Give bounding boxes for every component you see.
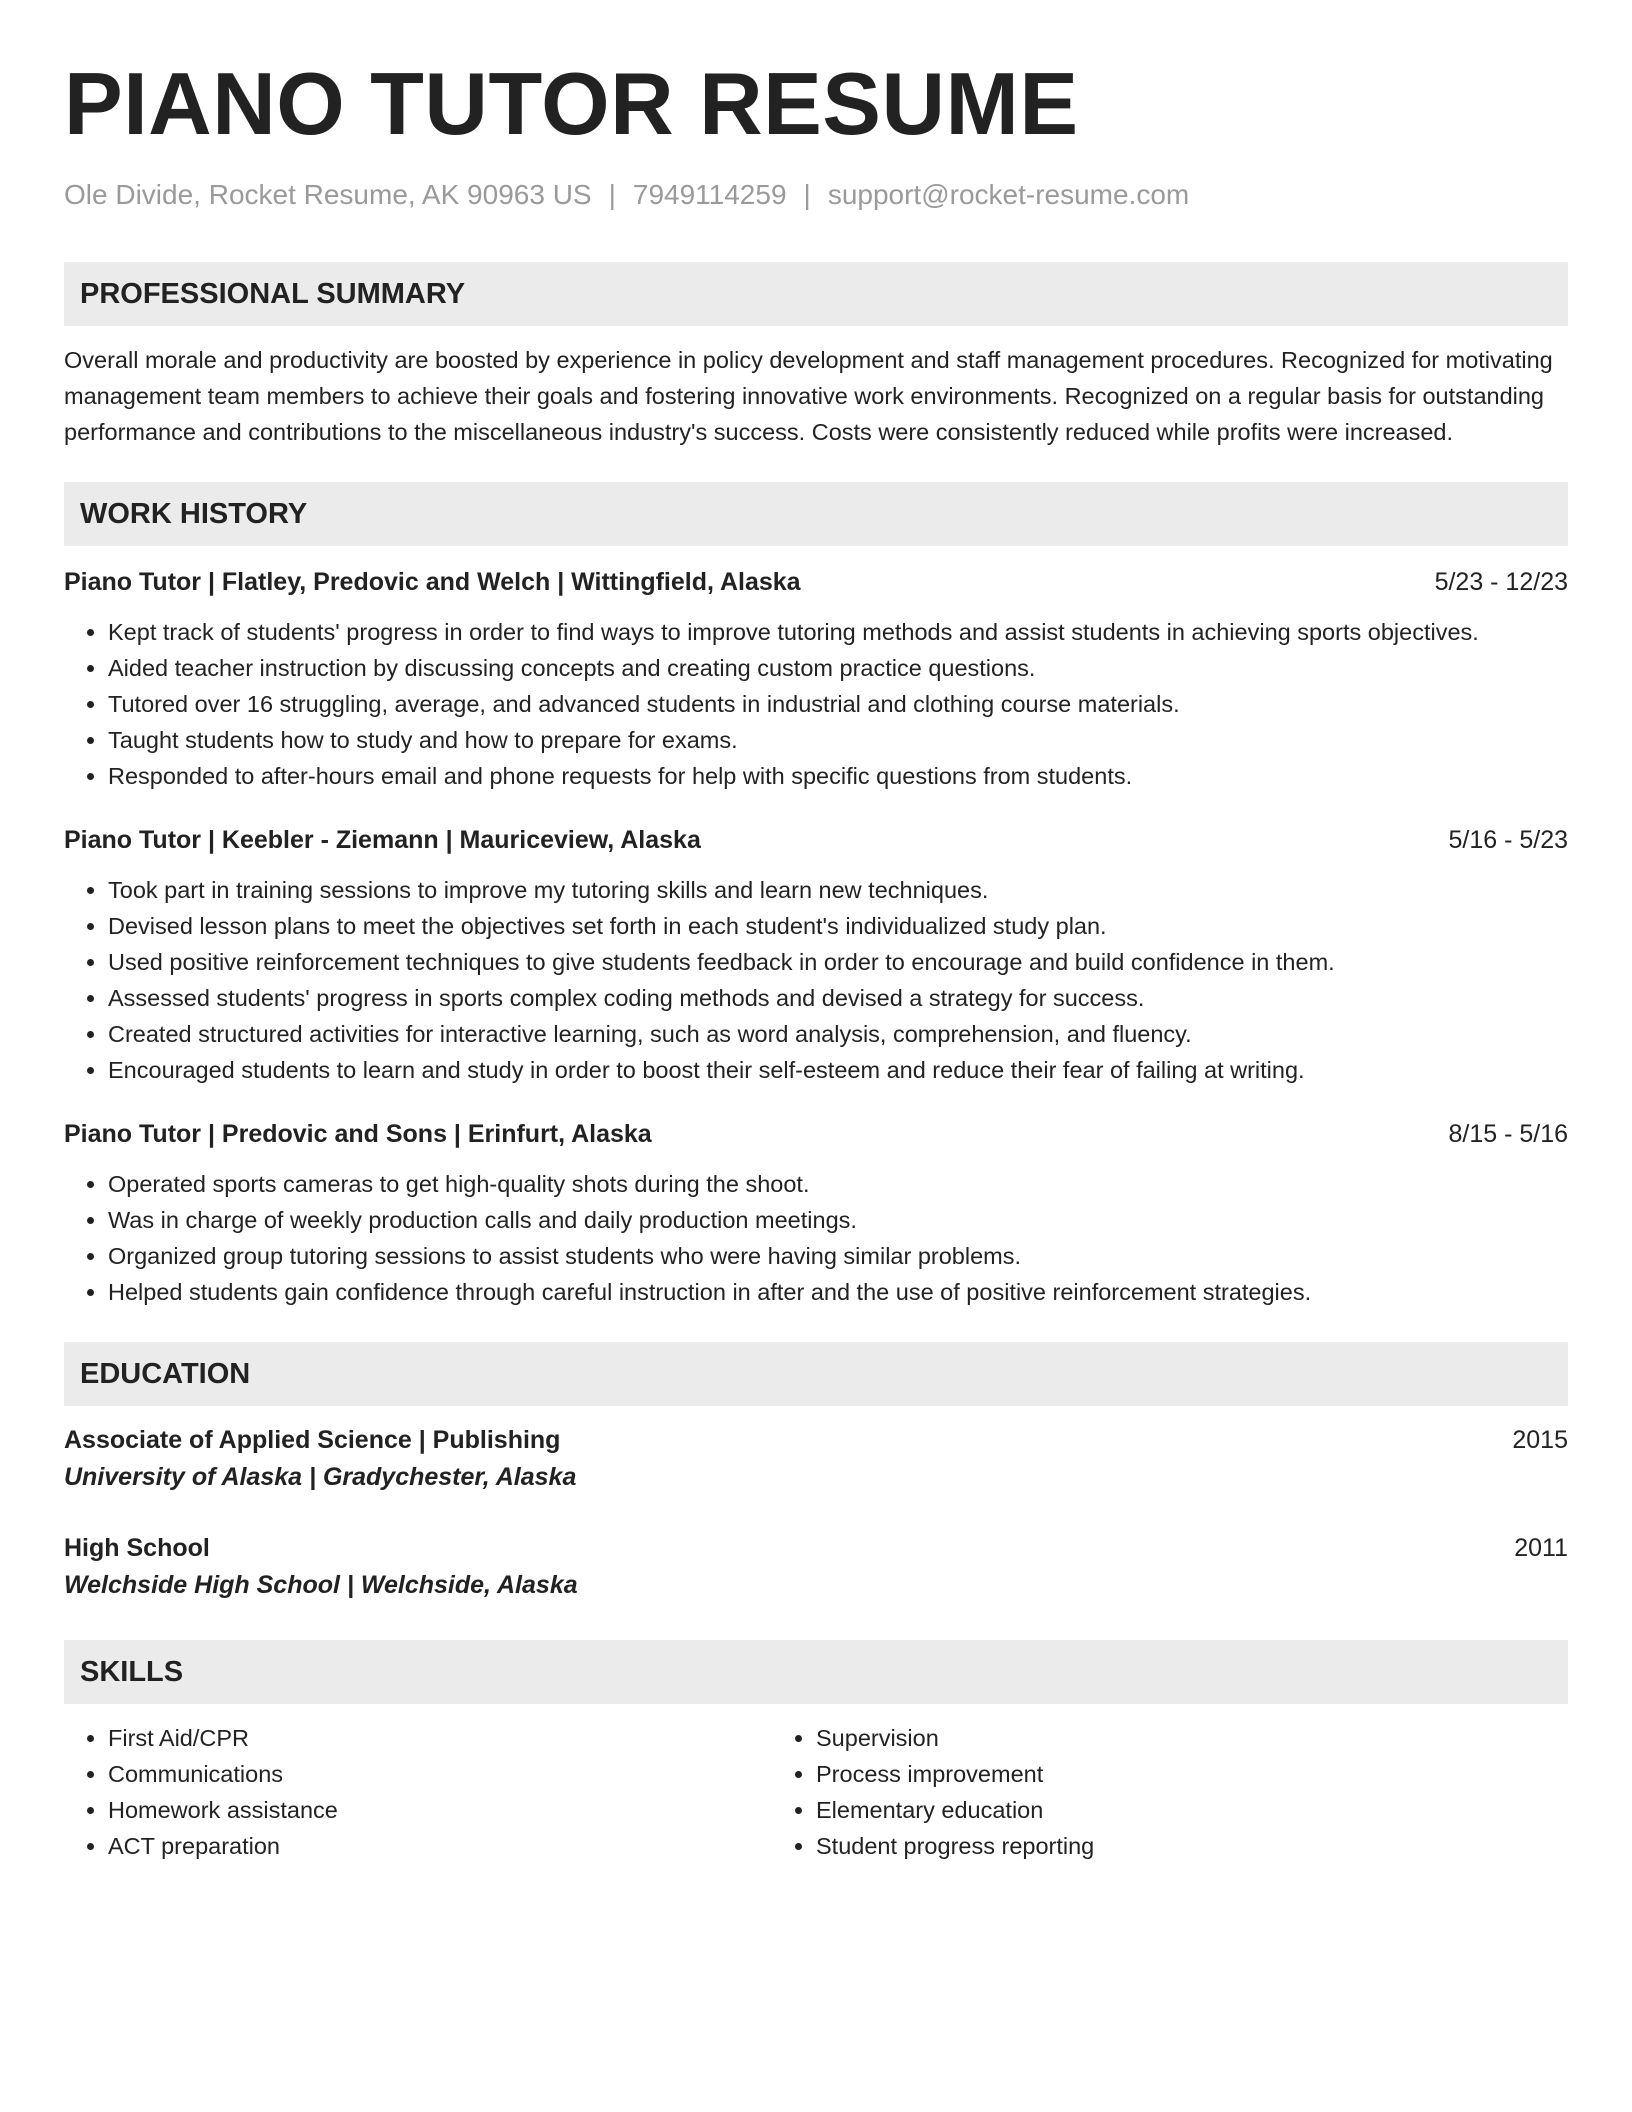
education-year: 2015 [1512, 1426, 1568, 1454]
job-title: Piano Tutor | Predovic and Sons | Erinfurt, Alaska [64, 1120, 652, 1148]
job-duty: • Organized group tutoring sessions to assist students who were having similar problems. [108, 1238, 1568, 1274]
skill-item: • Student progress reporting [816, 1828, 1480, 1864]
job-duties [64, 872, 1568, 1088]
contact-separator: | [803, 179, 811, 210]
job-duty: • Was in charge of weekly production calls and daily production meetings. [108, 1202, 1568, 1238]
resume-page [64, 0, 1568, 1864]
job-entry [64, 1116, 1568, 1310]
job-duty: • Operated sports cameras to get high-quality shots during the shoot. [108, 1166, 1568, 1202]
skill-item: • Supervision [816, 1720, 1480, 1756]
job-duty: • Used positive reinforcement techniques to give students feedback in order to encourage and build confidence in them. [108, 944, 1568, 980]
job-entry [64, 564, 1568, 794]
skills-column-left [64, 1720, 772, 1864]
education-heading: EDUCATION [64, 1342, 1568, 1406]
summary-text: Overall morale and productivity are boosted by experience in policy development and staff management procedures. Recognized for motivating management team members to achieve their goals and fostering innovative work environments. Recognized on a regular basis for outstanding performance and contributions to the miscellaneous industry's success. Costs were consistently reduced while profits were increased. [64, 347, 1553, 445]
skill-item: • First Aid/CPR [108, 1720, 772, 1756]
skills-heading: SKILLS [64, 1640, 1568, 1704]
contact-line [64, 178, 1568, 212]
job-duty: • Taught students how to study and how to prepare for exams. [108, 722, 1568, 758]
job-duty: • Assessed students' progress in sports complex coding methods and devised a strategy for success. [108, 980, 1568, 1016]
skill-item: • Elementary education [816, 1792, 1480, 1828]
contact-email: support@rocket-resume.com [827, 179, 1190, 210]
education-degree: High School [64, 1534, 210, 1562]
skills-column-right [772, 1720, 1480, 1864]
education-year: 2011 [1514, 1534, 1568, 1562]
job-duty: • Created structured activities for interactive learning, such as word analysis, comprehension, and fluency. [108, 1016, 1568, 1052]
education-entry [64, 1422, 1568, 1496]
skill-item: • Communications [108, 1756, 772, 1792]
job-duty: • Aided teacher instruction by discussing concepts and creating custom practice questions. [108, 650, 1568, 686]
job-title: Piano Tutor | Keebler - Ziemann | Mauriceview, Alaska [64, 826, 701, 854]
resume-title: PIANO TUTOR RESUME [64, 54, 1079, 153]
job-duty: • Helped students gain confidence through careful instruction in after and the use of positive reinforcement strategies. [108, 1274, 1568, 1310]
education-school: University of Alaska | Gradychester, Alaska [64, 1463, 577, 1491]
job-duty: • Responded to after-hours email and phone requests for help with specific questions from students. [108, 758, 1568, 794]
job-duties [64, 1166, 1568, 1310]
education-entry [64, 1530, 1568, 1604]
job-duties [64, 614, 1568, 794]
job-duty: • Encouraged students to learn and study in order to boost their self-esteem and reduce their fear of failing at writing. [108, 1052, 1568, 1088]
job-entry [64, 822, 1568, 1088]
job-dates: 8/15 - 5/16 [1448, 1120, 1568, 1148]
skill-item: • ACT preparation [108, 1828, 772, 1864]
skill-item: • Process improvement [816, 1756, 1480, 1792]
contact-address: Ole Divide, Rocket Resume, AK 90963 US [64, 179, 592, 210]
contact-separator: | [608, 179, 616, 210]
job-duty: • Devised lesson plans to meet the objectives set forth in each student's individualized study plan. [108, 908, 1568, 944]
job-duty: • Tutored over 16 struggling, average, and advanced students in industrial and clothing course materials. [108, 686, 1568, 722]
job-title: Piano Tutor | Flatley, Predovic and Welch | Wittingfield, Alaska [64, 568, 801, 596]
summary-heading: PROFESSIONAL SUMMARY [64, 262, 1568, 326]
job-duty: • Kept track of students' progress in order to find ways to improve tutoring methods and assist students in achieving sports objectives. [108, 614, 1568, 650]
skill-item: • Homework assistance [108, 1792, 772, 1828]
work-history-heading: WORK HISTORY [64, 482, 1568, 546]
education-degree: Associate of Applied Science | Publishing [64, 1426, 561, 1454]
skills-list [64, 1720, 1568, 1864]
job-dates: 5/16 - 5/23 [1448, 826, 1568, 854]
contact-phone: 7949114259 [632, 179, 787, 210]
job-dates: 5/23 - 12/23 [1434, 568, 1568, 596]
education-school: Welchside High School | Welchside, Alaska [64, 1571, 578, 1599]
job-duty: • Took part in training sessions to improve my tutoring skills and learn new techniques. [108, 872, 1568, 908]
